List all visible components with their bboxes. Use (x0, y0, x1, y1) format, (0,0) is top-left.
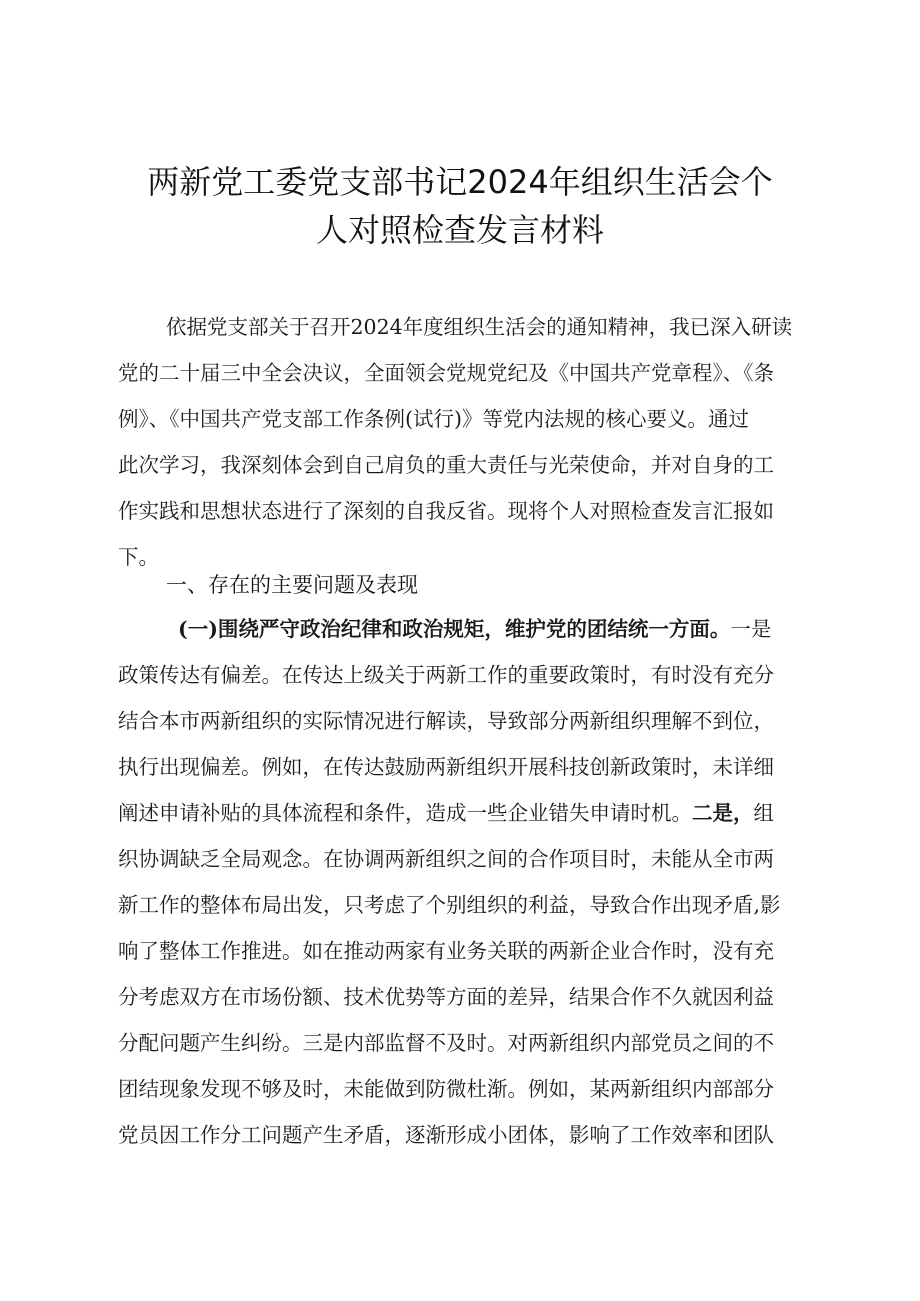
paragraph-line: 分配问题产生纠纷。三是内部监督不及时。对两新组织内部党员之间的不 (118, 1031, 774, 1055)
paragraph-line: 新工作的整体布局出发，只考虑了个别组织的利益，导致合作出现矛盾,影 (118, 893, 781, 917)
paragraph-line: 响了整体工作推进。如在推动两家有业务关联的两新企业合作时，没有充 (118, 939, 774, 963)
intro-line: 此次学习，我深刻体会到自己肩负的重大责任与光荣使命，并对自身的工 (118, 453, 774, 477)
subsection-rest: 一是 (730, 617, 772, 641)
subsection-heading: (一)围绕严守政治纪律和政治规矩，维护党的团结统一方面。 (178, 617, 731, 641)
paragraph-line: 织协调缺乏全局观念。在协调两新组织之间的合作项目时，未能从全市两 (118, 847, 774, 871)
paragraph-line (118, 790, 814, 836)
paragraph-text: 组 (753, 801, 774, 825)
intro-paragraph (118, 304, 814, 580)
intro-line: 依据党支部关于召开2024年度组织生活会的通知精神，我已深入研读 (166, 315, 793, 339)
bold-inline: 二是， (692, 801, 754, 825)
paragraph-line: 结合本市两新组织的实际情况进行解读，导致部分两新组织理解不到位， (118, 709, 774, 733)
paragraph-line: 党员因工作分工问题产生矛盾，逐渐形成小团体，影响了工作效率和团队 (118, 1123, 774, 1147)
intro-line: 作实践和思想状态进行了深刻的自我反省。现将个人对照检查发言汇报如 (118, 499, 774, 523)
document-title (100, 158, 820, 254)
intro-line: 下。 (118, 545, 159, 569)
paragraph-line: 政策传达有偏差。在传达上级关于两新工作的重要政策时，有时没有充分 (118, 663, 774, 687)
paragraph-line: 分考虑双方在市场份额、技术优势等方面的差异，结果合作不久就因利益 (118, 985, 774, 1009)
problem-paragraph (118, 606, 814, 1158)
paragraph-text: 阐述申请补贴的具体流程和条件，造成一些企业错失申请时机。 (118, 801, 692, 825)
intro-line: 例》、《中国共产党支部工作条例(试行)》等党内法规的核心要义。通过 (118, 407, 749, 431)
paragraph-line: 执行出现偏差。例如，在传达鼓励两新组织开展科技创新政策时，未详细 (118, 755, 774, 779)
title-line-1: 两新党工委党支部书记2024年组织生活会个 (147, 163, 773, 201)
intro-line: 党的二十届三中全会决议，全面领会党规党纪及《中国共产党章程》、《条 (118, 361, 774, 385)
paragraph-line: 团结现象发现不够及时，未能做到防微杜渐。例如，某两新组织内部部分 (118, 1077, 774, 1101)
section-heading: 一、存在的主要问题及表现 (166, 573, 418, 597)
title-line-2: 人对照检查发言材料 (315, 211, 604, 249)
subsection-line (118, 606, 814, 652)
